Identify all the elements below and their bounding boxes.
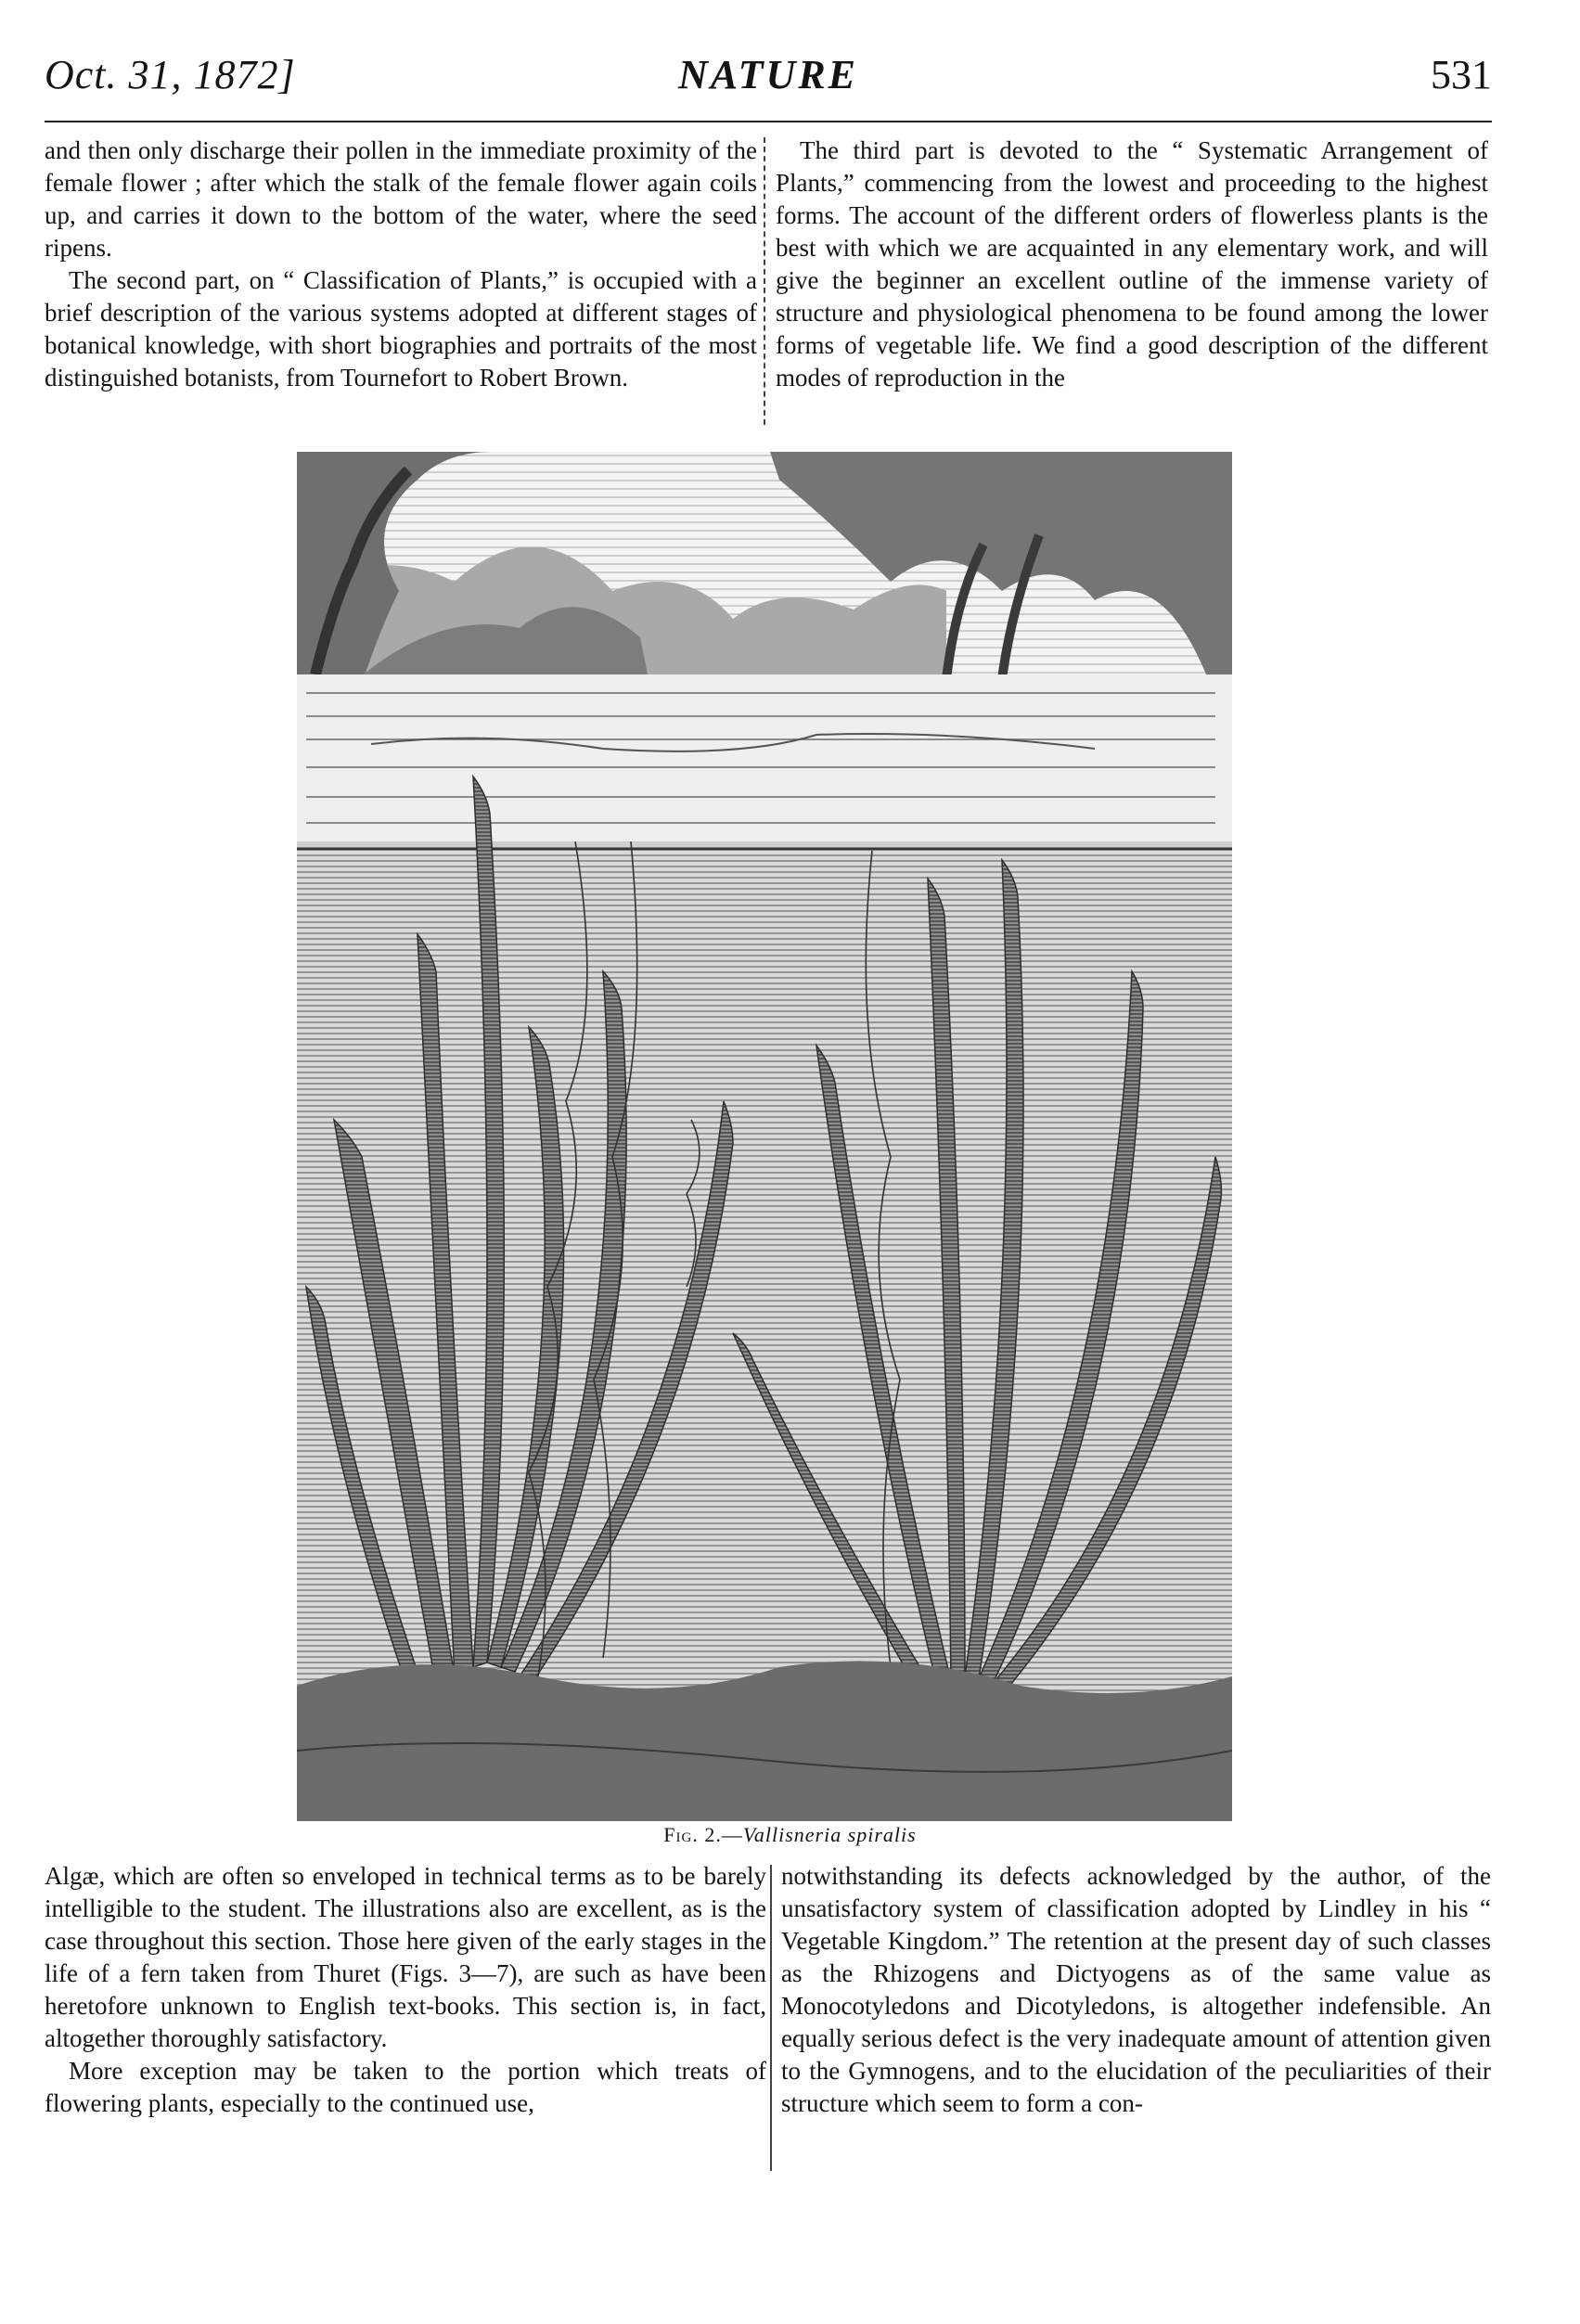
- column-bottom-left: [45, 1860, 766, 2120]
- journal-title: NATURE: [677, 52, 859, 97]
- running-header: [45, 51, 1492, 107]
- column-top-right: [776, 135, 1488, 394]
- paragraph: notwithstanding its defects acknowledged by the author, of the unsatisfactory system of classification adopted by Lindley in his “ Vegetable Kingdom.” The retention at the present day of such classes as the Rhizogens and Dictyogens as of the same value as Monocotyledons and Dicotyledons, is altogether indefensible. An equally serious defect is the very inadequate amount of attention given to the Gymnogens, and to the elucidation of the peculiarities of their structure which seem to form a con-: [781, 1862, 1491, 2117]
- paragraph: The second part, on “ Classification of Plants,” is occupied with a brief description of the various systems adopted at different stages of botanical knowledge, with short biographies and portraits of the most distinguished botanists, from Tournefort to Robert Brown.: [45, 266, 757, 392]
- page-number: 531: [1431, 52, 1492, 97]
- figure-species-name: Vallisneria spiralis: [742, 1823, 917, 1846]
- figure-caption: [0, 1823, 1580, 1847]
- paragraph: The third part is devoted to the “ Systematic Arrangement of Plants,” commencing from the lowest and proceeding to the highest forms. The account of the different orders of flowerless plants is the best with which we are acquainted in any elementary work, and will give the beginner an excellent outline of the immense variety of structure and physiological phenomena to be found among the lower forms of vegetable life. We find a good description of the different modes of reproduction in the: [776, 136, 1488, 392]
- column-divider: [770, 1865, 772, 2171]
- paragraph: More exception may be taken to the portion which treats of flowering plants, especially to the continued use,: [45, 2057, 766, 2117]
- column-bottom-right: [781, 1860, 1491, 2120]
- figure-label: Fig. 2.—: [663, 1823, 743, 1846]
- paragraph: Algæ, which are often so enveloped in technical terms as to be barely intelligible to the student. The illustrations also are excellent, as is the case throughout this section. Those here given of the early stages in the life of a fern taken from Thuret (Figs. 3—7), are such as have been heretofore unknown to English text-books. This section is, in fact, altogether thoroughly satisfactory.: [45, 1862, 766, 2052]
- paragraph: and then only discharge their pollen in the immediate proximity of the female flower ; after which the stalk of the female flower again coils up, and carries it down to the bottom of the water, where the seed ripens.: [45, 136, 757, 262]
- issue-date: Oct. 31, 1872]: [45, 52, 296, 97]
- column-top-left: [45, 135, 757, 394]
- header-rule: [45, 121, 1492, 122]
- column-divider: [764, 137, 765, 425]
- vallisneria-engraving: [297, 452, 1232, 1821]
